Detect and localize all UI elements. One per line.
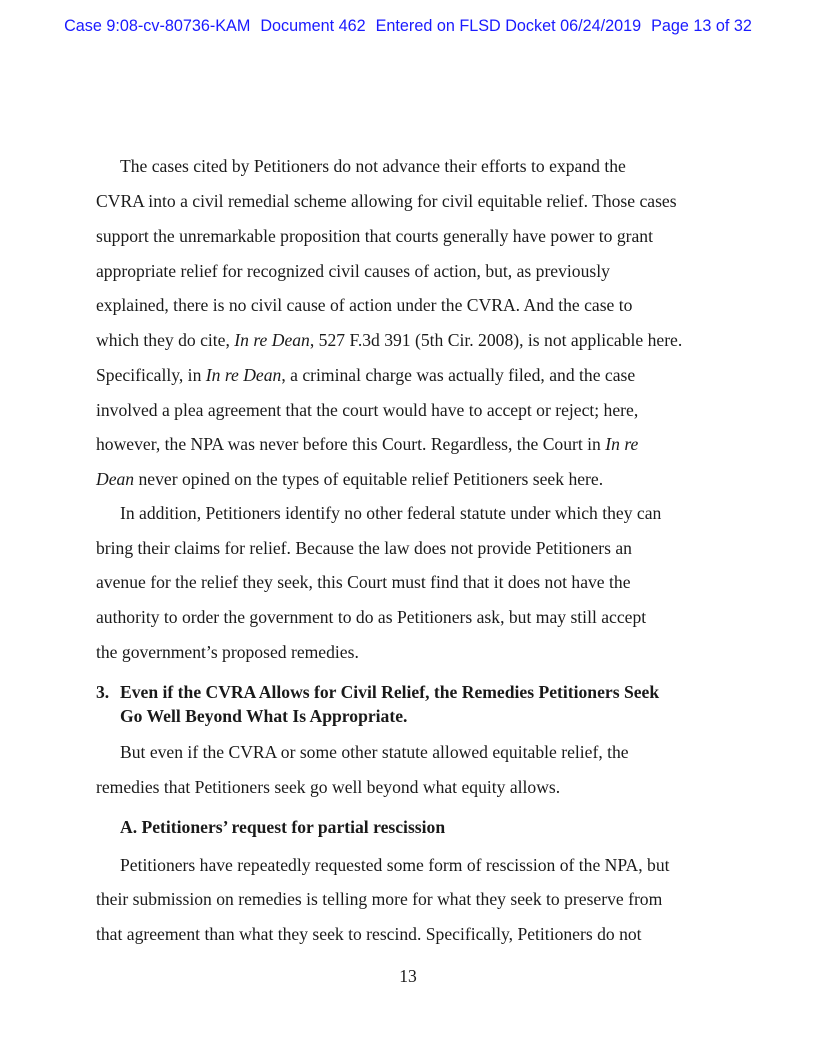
paragraph-2-line: authority to order the government to do as Petitioners ask, but may still accept [96,607,647,627]
paragraph-1-line: explained, there is no civil cause of action under the CVRA. And the case to [96,295,633,315]
paragraph-1-line: The cases cited by Petitioners do not advance their efforts to expand the [120,156,626,176]
paragraph-1-line: CVRA into a civil remedial scheme allowing for civil equitable relief. Those cases [96,191,677,211]
case-citation: In re Dean [205,365,282,385]
paragraph-4-line: Petitioners have repeatedly requested some form of rescission of the NPA, but [120,855,670,875]
text: never opined on the types of equitable relief Petitioners seek here. [134,469,604,489]
paragraph-1-line: appropriate relief for recognized civil causes of action, but, as previously [96,261,610,281]
case-citation: In re Dean [234,330,310,350]
paragraph-2-line: the government’s proposed remedies. [96,642,359,662]
text: which they do cite, [96,330,235,350]
document-number: Document 462 [260,17,366,35]
subsection-heading: A. Petitioners’ request for partial rescission [120,817,446,837]
case-citation: In re [605,434,639,454]
paragraph-1-line: support the unremarkable proposition that courts generally have power to grant [96,226,653,246]
paragraph-3-line: But even if the CVRA or some other statute allowed equitable relief, the [120,742,629,762]
paragraph-1-line [96,469,603,489]
paragraph-2-line: bring their claims for relief. Because the law does not provide Petitioners an [96,538,632,558]
section-title-line: Even if the CVRA Allows for Civil Relief, the Remedies Petitioners Seek [120,682,660,702]
section-number: 3. [96,682,110,702]
docket-header [0,17,816,36]
paragraph-4-line: that agreement than what they seek to rescind. Specifically, Petitioners do not [96,924,642,944]
paragraph-1-line [96,330,682,350]
case-citation: Dean [96,469,135,489]
section-title-line: Go Well Beyond What Is Appropriate. [120,706,408,726]
paragraph-2-line: avenue for the relief they seek, this Court must find that it does not have the [96,572,631,592]
text: , 527 F.3d 391 (5th Cir. 2008), is not applicable here. [309,330,683,350]
text: however, the NPA was never before this Court. Regardless, the Court in [96,434,606,454]
paragraph-4-line: their submission on remedies is telling more for what they seek to preserve from [96,889,663,909]
paragraph-3-line: remedies that Petitioners seek go well beyond what equity allows. [96,777,561,797]
entered-date: Entered on FLSD Docket 06/24/2019 [375,17,642,35]
paragraph-1-line: involved a plea agreement that the court would have to accept or reject; here, [96,400,639,420]
case-number: Case 9:08-cv-80736-KAM [64,17,251,35]
page-count: Page 13 of 32 [651,17,752,35]
page-number: 13 [399,966,417,986]
paragraph-1-line [96,434,638,454]
paragraph-2-line: In addition, Petitioners identify no other federal statute under which they can [120,503,662,523]
text: , a criminal charge was actually filed, and the case [281,365,636,385]
text: Specifically, in [96,365,206,385]
paragraph-1-line [96,365,635,385]
